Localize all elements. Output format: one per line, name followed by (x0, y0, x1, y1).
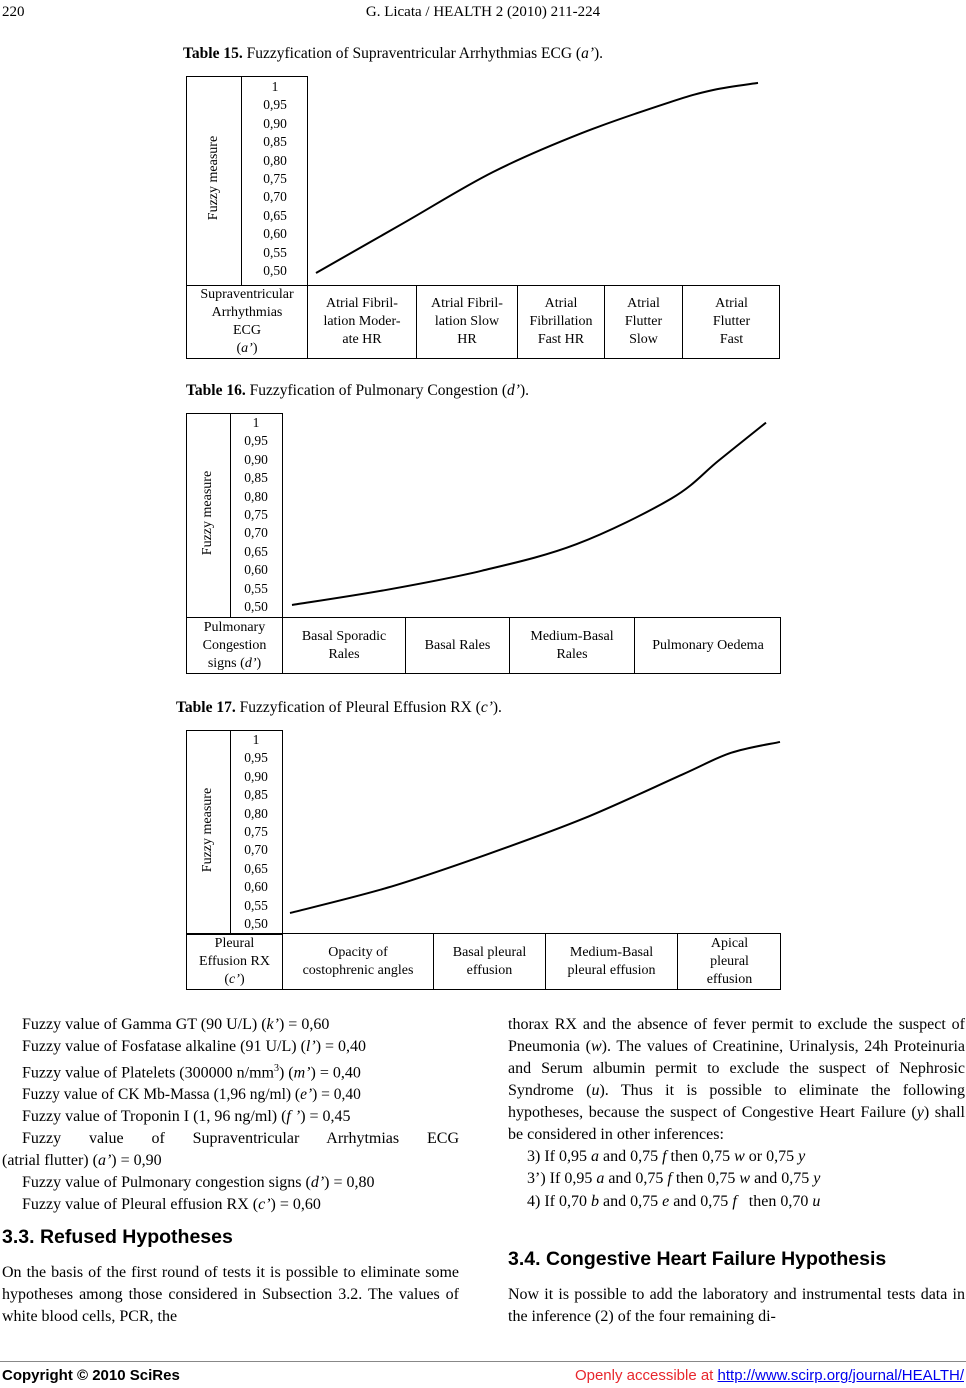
table-15-category: Atrial Fibril- lation Moder- ate HR (323, 296, 401, 347)
table-17-row-header: Pleural Effusion RX (c’) (199, 935, 270, 987)
tick-label: 0,65 (244, 543, 268, 559)
table-15-category: Atrial Flutter Fast (712, 296, 751, 347)
section-3-3-paragraph: On the basis of the first round of tests it is possible to eliminate some hypotheses among those considered in Subsection 3.2. The values of white blood cells, PCR, the (2, 1264, 459, 1325)
tick-label: 0,80 (263, 152, 287, 168)
tick-label: 0,95 (244, 750, 268, 766)
table-15-caption: Table 15. Fuzzyfication of Supraventricular Arrhythmias ECG (a’). (183, 45, 604, 62)
fuzzy-values-list (2, 1014, 459, 1216)
tick-label: 0,95 (244, 433, 268, 449)
tick-label: 0,90 (244, 451, 268, 467)
tick-label: 0,90 (263, 115, 287, 131)
table-16-category: Basal Rales (424, 637, 491, 653)
tick-label: 0,50 (244, 915, 268, 931)
table-15-category: Atrial Fibril- lation Slow HR (431, 296, 503, 347)
table-17-ylabel: Fuzzy measure (200, 787, 215, 873)
tick-label: 0,85 (263, 134, 287, 150)
table-15-ylabel: Fuzzy measure (206, 135, 221, 221)
tick-label: 0,60 (263, 226, 287, 242)
tick-label: 0,50 (263, 262, 287, 278)
page-number: 220 (2, 4, 25, 20)
fuzzy-value-line: Fuzzy value of Pleural effusion RX (c’) = 0,60 (22, 1196, 321, 1214)
table-16-category: Basal Sporadic Rales (301, 628, 387, 662)
section-3-4-paragraph: Now it is possible to add the laboratory and instrumental tests data in the inference (2) of the four remaining di- (508, 1286, 965, 1325)
tick-label: 0,60 (244, 879, 268, 895)
right-col-paragraph: thorax RX and the absence of fever permit to exclude the suspect of Pneumonia (w). The values of Creatinine, Urinalysis, 24h Proteinuria and Serum albumin permit to exclude the suspect of Nephrosic Syndrome (u). Thus it is possible to eliminate the following hypotheses, because the suspect of Congestive Heart Failure (y) shall be considered in other inferences: (508, 1016, 965, 1143)
tick-label: 1 (252, 415, 260, 430)
fuzzy-value-line: Fuzzy value of CK Mb-Massa (1,96 ng/ml) (e’) = 0,40 (22, 1086, 361, 1104)
rule-3: 3) If 0,95 a and 0,75 f then 0,75 w or 0,75 y (527, 1148, 806, 1165)
section-3-3-heading: 3.3. Refused Hypotheses (2, 1226, 233, 1248)
table-15-curve (316, 83, 758, 273)
fuzzy-value-line: Fuzzy value of Supraventricular Arrhytmias ECG (22, 1130, 459, 1148)
section-3-4-heading: 3.4. Congestive Heart Failure Hypothesis (508, 1248, 887, 1270)
table-16-category: Pulmonary Oedema (652, 637, 764, 653)
tick-label: 0,95 (263, 97, 287, 113)
tick-label: 1 (252, 732, 260, 747)
tick-label: 0,75 (244, 823, 268, 839)
copyright: Copyright © 2010 SciRes (2, 1367, 180, 1384)
table-17-category: Medium-Basal pleural effusion (567, 944, 656, 978)
tick-label: 0,80 (244, 488, 268, 504)
table-17-curve (290, 742, 780, 913)
fuzzy-value-line: Fuzzy value of Gamma GT (90 U/L) (k’) = 0,60 (22, 1016, 330, 1033)
tick-label: 0,90 (244, 768, 268, 784)
fuzzy-value-line: (atrial flutter) (a’) = 0,90 (2, 1152, 162, 1170)
tick-label: 0,85 (244, 787, 268, 803)
fuzzy-value-line: Fuzzy value of Fosfatase alkaline (91 U/L) (l’) = 0,40 (22, 1038, 367, 1055)
table-16-curve (292, 423, 766, 605)
table-16-caption: Table 16. Fuzzyfication of Pulmonary Congestion (d’). (186, 382, 530, 399)
table-16-ylabel: Fuzzy measure (200, 470, 215, 556)
table-17-category: Apical pleural effusion (706, 935, 753, 987)
tick-label: 0,75 (263, 170, 287, 186)
table-17-caption: Table 17. Fuzzyfication of Pleural Effusion RX (c’). (176, 699, 502, 716)
fuzzy-value-line: Fuzzy value of Pulmonary congestion signs (d’) = 0,80 (22, 1174, 375, 1192)
tick-label: 0,70 (263, 189, 287, 205)
tick-label: 0,60 (244, 562, 268, 578)
tick-label: 0,55 (244, 580, 268, 596)
table-15-ticks (243, 78, 307, 280)
table-17-category: Basal pleural effusion (452, 944, 527, 978)
table-15-category: Atrial Fibrillation Fast HR (529, 296, 593, 347)
tick-label: 0,70 (244, 525, 268, 541)
table-15-category: Atrial Flutter Slow (624, 296, 663, 347)
tick-label: 0,75 (244, 506, 268, 522)
tick-label: 0,55 (263, 244, 287, 260)
fuzzy-value-line: Fuzzy value of Platelets (300000 $n/mm^3$) (m’) = 0,40 (22, 1063, 361, 1082)
running-title: G. Licata / HEALTH 2 (2010) 211-224 (365, 4, 601, 20)
tick-label: 0,70 (244, 842, 268, 858)
tick-label: 0,80 (244, 805, 268, 821)
table-17-category: Opacity of costophrenic angles (302, 944, 414, 978)
table-15-row-header: Supraventricular Arrhythmias ECG (a’) (200, 287, 294, 356)
table-16-row-header: Pulmonary Congestion signs (d’) (202, 619, 267, 671)
journal-url-link[interactable]: http://www.scirp.org/journal/HEALTH/ (717, 1367, 964, 1384)
table-17-ticks (231, 731, 281, 933)
table-16-ticks (231, 414, 281, 616)
fuzzy-value-line: Fuzzy value of Troponin I (1, 96 ng/ml) (f ’) = 0,45 (22, 1108, 351, 1126)
rule-4: 4) If 0,70 b and 0,75 e and 0,75 f then 0,70 u (527, 1193, 821, 1210)
tick-label: 0,65 (263, 207, 287, 223)
tick-label: 0,85 (244, 470, 268, 486)
tick-label: 1 (271, 79, 279, 94)
tick-label: 0,65 (244, 860, 268, 876)
open-access-note: Openly accessible at http://www.scirp.org/journal/HEALTH/ (574, 1367, 964, 1384)
tick-label: 0,55 (244, 897, 268, 913)
table-16-category: Medium-Basal Rales (530, 628, 614, 662)
rule-3-prime: 3’) If 0,95 a and 0,75 f then 0,75 w and 0,75 y (527, 1170, 821, 1187)
tick-label: 0,50 (244, 598, 268, 614)
